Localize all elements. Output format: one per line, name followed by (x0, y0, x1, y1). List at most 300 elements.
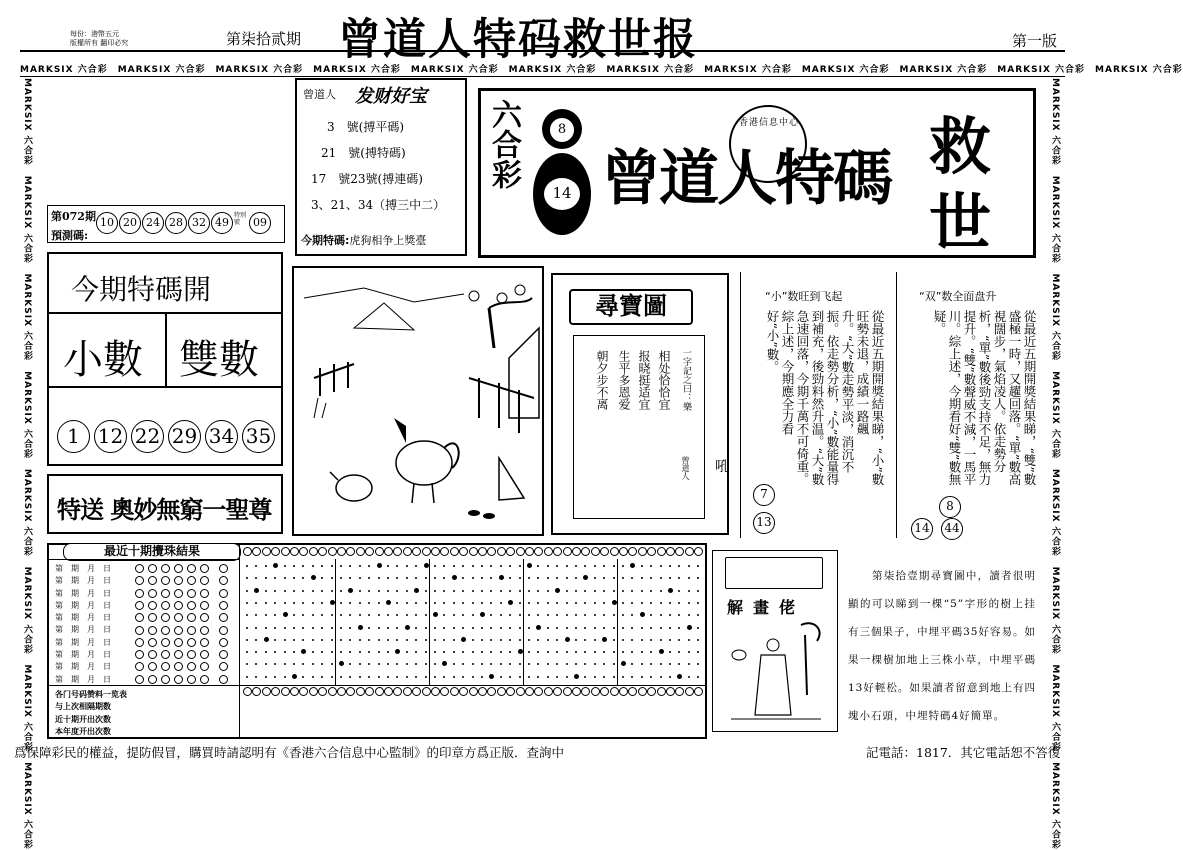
grid-dot (669, 676, 671, 678)
grid-dot (462, 602, 464, 604)
grid-dot (425, 627, 427, 629)
grid-dot (434, 663, 436, 665)
grid-divider (335, 559, 336, 685)
grid-dot (462, 614, 464, 616)
grid-dot (678, 614, 680, 616)
grid-dot (396, 602, 398, 604)
grid-dot (443, 651, 445, 653)
grid-dot (669, 663, 671, 665)
results-row-label: 第 期 月 日 (55, 564, 111, 573)
grid-dot (396, 565, 398, 567)
grid-dot (293, 602, 295, 604)
grid-dot (246, 676, 248, 678)
results-ball-slot (219, 638, 228, 647)
grid-dot (293, 627, 295, 629)
results-ball-slot (148, 675, 157, 684)
grid-dot (509, 614, 511, 616)
grid-dot (293, 577, 295, 579)
grid-dot (500, 590, 502, 592)
grid-dot (274, 676, 276, 678)
grid-column-number (628, 547, 637, 556)
grid-dot (302, 676, 304, 678)
grid-dot (387, 590, 389, 592)
grid-hit-dot (273, 563, 278, 568)
grid-dot (359, 602, 361, 604)
grid-dot (331, 614, 333, 616)
grid-dot (472, 602, 474, 604)
grid-dot (359, 676, 361, 678)
grid-dot (547, 676, 549, 678)
results-number-header (243, 547, 705, 557)
grid-dot (349, 651, 351, 653)
grid-dot (622, 614, 624, 616)
results-row-label: 第 期 月 日 (55, 600, 111, 610)
grid-dot (697, 590, 699, 592)
grid-dot (284, 651, 286, 653)
predict-number: 32 (188, 212, 210, 234)
results-row-label: 第 期 月 日 (55, 625, 111, 635)
grid-dot (547, 651, 549, 653)
grid-dot (255, 614, 257, 616)
grid-dot (650, 627, 652, 629)
grid-dot (378, 651, 380, 653)
grid-dot (603, 651, 605, 653)
article-small-ball: 13 (753, 512, 775, 534)
grid-dot (453, 651, 455, 653)
grid-hit-dot (612, 600, 617, 605)
grid-dot (500, 627, 502, 629)
grid-dot (255, 627, 257, 629)
grid-column-number (563, 687, 572, 696)
grid-column-number (694, 547, 703, 556)
grid-column-number (252, 547, 261, 556)
grid-dot (321, 639, 323, 641)
tips-today: 今期特碼:虎狗相争上獎臺 (301, 234, 427, 247)
banner-ball-2: 14 (543, 177, 581, 211)
grid-dot (688, 614, 690, 616)
grid-dot (688, 651, 690, 653)
grid-dot (509, 663, 511, 665)
grid-dot (331, 676, 333, 678)
grid-dot (349, 663, 351, 665)
grid-dot (340, 602, 342, 604)
grid-hit-dot (555, 588, 560, 593)
grid-dot (255, 577, 257, 579)
tips-author: 曾道人 (303, 88, 336, 101)
grid-dot (443, 577, 445, 579)
grid-dot (603, 602, 605, 604)
results-ball-slot (161, 576, 170, 585)
grid-hit-dot (405, 625, 410, 630)
grid-dot (321, 565, 323, 567)
grid-dot (434, 590, 436, 592)
grid-dot (584, 565, 586, 567)
results-ball-slot (174, 662, 183, 671)
grid-dot (528, 639, 530, 641)
results-ball-slot (148, 662, 157, 671)
grid-dot (340, 651, 342, 653)
grid-dot (650, 602, 652, 604)
grid-hit-dot (377, 563, 382, 568)
poem-head: 一字記之曰：樂 (681, 348, 691, 411)
grid-dot (378, 663, 380, 665)
grid-column-number (516, 547, 525, 556)
grid-dot (396, 577, 398, 579)
grid-dot (622, 577, 624, 579)
grid-dot (321, 577, 323, 579)
grid-dot (331, 590, 333, 592)
grid-hit-dot (640, 612, 645, 617)
grid-dot (678, 577, 680, 579)
results-ball-slot (200, 662, 209, 671)
grid-column-number (384, 547, 393, 556)
grid-dot (622, 651, 624, 653)
results-ball-slot (161, 601, 170, 610)
grid-dot (359, 577, 361, 579)
grid-dot (359, 614, 361, 616)
grid-dot (519, 565, 521, 567)
grid-dot (378, 627, 380, 629)
banner-ball-1: 8 (549, 117, 575, 143)
grid-dot (415, 627, 417, 629)
grid-hit-dot (602, 637, 607, 642)
grid-dot (415, 651, 417, 653)
results-table (47, 543, 707, 739)
grid-column-number (506, 547, 515, 556)
interpretation-text: 第柒拾壹期尋寶圖中，讀者很明顯的可以睇到一棵“5”字形的樹上挂有三個果子，中埋平碼35好容易。如果一棵樹加地上三株小草，中埋平碼13好輕松。如果讀者留意到地上有四塊小石頭，中埋特碼4好簡單。 (848, 570, 1036, 722)
grid-dot (678, 602, 680, 604)
prediction-numbers (96, 212, 271, 234)
grid-dot (378, 590, 380, 592)
results-ball-slot (161, 675, 170, 684)
results-ball-slot (148, 650, 157, 659)
article-double-ball: 44 (941, 518, 963, 540)
grid-dot (490, 602, 492, 604)
grid-dot (274, 651, 276, 653)
grid-hit-dot (508, 600, 513, 605)
grid-dot (622, 602, 624, 604)
grid-dot (293, 663, 295, 665)
results-number-footer (243, 687, 705, 697)
grid-dot (509, 651, 511, 653)
grid-column-number (403, 687, 412, 696)
grid-dot (406, 590, 408, 592)
grid-dot (650, 676, 652, 678)
gourd-icon (533, 109, 591, 237)
grid-dot (302, 590, 304, 592)
grid-dot (246, 651, 248, 653)
grid-column-number (638, 547, 647, 556)
results-ball-slot (135, 564, 144, 573)
grid-column-number (346, 687, 355, 696)
results-ball-slot (200, 576, 209, 585)
grid-dot (641, 602, 643, 604)
grid-dot (472, 590, 474, 592)
grid-dot (509, 590, 511, 592)
scroll: 一字記之曰：樂 相处恰恰宜 报晓挺适宜 生平多恩爱 朝夕步不离 曾道人 (573, 335, 705, 519)
grid-dot (349, 614, 351, 616)
grid-dot (274, 590, 276, 592)
grid-dot (594, 602, 596, 604)
article-double-heading: “双”数全面盘升 (919, 290, 997, 303)
grid-column-number (553, 547, 562, 556)
results-ball-slot (161, 662, 170, 671)
special-numbers: 1 12 22 29 34 35 (57, 420, 275, 453)
brand-strip-left: MARKSIX 六合彩 MARKSIX 六合彩 MARKSIX 六合彩 MARKSIX 六合彩 MARKSIX 六合彩 MARKSIX 六合彩 MARKSIX 六合彩 MARKSIX 六合彩 (22, 78, 32, 850)
grid-dot (509, 639, 511, 641)
grid-column-number (356, 687, 365, 696)
grid-dot (556, 614, 558, 616)
banner-seal: 香港信息中心 (729, 105, 807, 183)
grid-dot (246, 614, 248, 616)
grid-dot (669, 614, 671, 616)
special-left: 小數 (63, 337, 143, 383)
grid-dot (462, 577, 464, 579)
grid-dot (396, 676, 398, 678)
grid-dot (434, 651, 436, 653)
grid-dot (594, 651, 596, 653)
grid-dot (594, 590, 596, 592)
grid-dot (406, 602, 408, 604)
grid-dot (481, 602, 483, 604)
grid-dot (312, 627, 314, 629)
grid-hit-dot (518, 649, 523, 654)
grid-column-number (516, 687, 525, 696)
grid-dot (697, 639, 699, 641)
grid-column-number (318, 547, 327, 556)
grid-dot (302, 614, 304, 616)
grid-dot (631, 577, 633, 579)
grid-dot (547, 590, 549, 592)
grid-hit-dot (668, 588, 673, 593)
grid-dot (284, 627, 286, 629)
grid-column-number (685, 687, 694, 696)
grid-column-number (337, 687, 346, 696)
grid-dot (678, 590, 680, 592)
article-double-ball: 14 (911, 518, 933, 540)
grid-dot (284, 676, 286, 678)
results-footer-label: 本年度开出次数 (55, 725, 111, 736)
grid-dot (547, 577, 549, 579)
grid-dot (631, 676, 633, 678)
grid-dot (387, 663, 389, 665)
grid-dot (255, 602, 257, 604)
grid-dot (697, 627, 699, 629)
grid-dot (246, 663, 248, 665)
grid-column-number (544, 687, 553, 696)
results-ball-slot (174, 650, 183, 659)
grid-dot (368, 565, 370, 567)
grid-dot (415, 676, 417, 678)
results-ball-slot (174, 675, 183, 684)
grid-dot (284, 602, 286, 604)
grid-dot (340, 627, 342, 629)
grid-dot (246, 602, 248, 604)
grid-dot (331, 627, 333, 629)
grid-dot (566, 565, 568, 567)
grid-dot (660, 639, 662, 641)
grid-hit-dot (414, 588, 419, 593)
grid-column-number (534, 547, 543, 556)
grid-dot (509, 565, 511, 567)
header-rule (20, 50, 1065, 52)
grid-hit-dot (311, 575, 316, 580)
grid-dot (678, 627, 680, 629)
grid-dot (537, 651, 539, 653)
grid-dot (547, 565, 549, 567)
prediction-label: 預測碼: (51, 229, 89, 242)
grid-dot (537, 614, 539, 616)
grid-dot (443, 639, 445, 641)
grid-dot (387, 639, 389, 641)
grid-dot (321, 663, 323, 665)
grid-dot (641, 676, 643, 678)
grid-dot (490, 577, 492, 579)
grid-dot (425, 663, 427, 665)
predict-number: 10 (96, 212, 118, 234)
grid-dot (575, 627, 577, 629)
results-ball-slot (135, 638, 144, 647)
grid-dot (312, 676, 314, 678)
results-ball-slot (187, 650, 196, 659)
price-note: 每份：港幣五元 版權所有 翻印必究 (70, 30, 129, 47)
grid-dot (528, 627, 530, 629)
grid-dot (660, 663, 662, 665)
results-ball-slot (135, 626, 144, 635)
grid-dot (697, 663, 699, 665)
treasure-picture (292, 266, 544, 536)
predict-number: 49 (211, 212, 233, 234)
grid-dot (312, 565, 314, 567)
grid-dot (584, 676, 586, 678)
grid-dot (566, 577, 568, 579)
grid-dot (669, 651, 671, 653)
grid-dot (443, 590, 445, 592)
grid-dot (368, 651, 370, 653)
grid-column-number (243, 547, 252, 556)
grid-dot (472, 676, 474, 678)
grid-dot (688, 663, 690, 665)
grid-column-number (666, 547, 675, 556)
grid-column-number (553, 687, 562, 696)
grid-dot (443, 602, 445, 604)
results-ball-slot (200, 613, 209, 622)
grid-column-number (591, 547, 600, 556)
grid-column-number (628, 687, 637, 696)
grid-dot (387, 676, 389, 678)
grid-dot (641, 639, 643, 641)
grid-dot (340, 639, 342, 641)
grid-dot (340, 577, 342, 579)
grid-dot (406, 577, 408, 579)
grid-dot (340, 590, 342, 592)
grid-dot (378, 602, 380, 604)
grid-column-number (675, 547, 684, 556)
interpretation-box (712, 550, 838, 732)
grid-dot (472, 614, 474, 616)
grid-dot (575, 663, 577, 665)
grid-dot (660, 602, 662, 604)
grid-dot (660, 614, 662, 616)
grid-dot (321, 651, 323, 653)
grid-dot (631, 639, 633, 641)
grid-dot (265, 614, 267, 616)
grid-dot (265, 565, 267, 567)
grid-column-number (271, 687, 280, 696)
grid-hit-dot (433, 612, 438, 617)
results-ball-slot (161, 638, 170, 647)
grid-dot (406, 614, 408, 616)
grid-column-number (600, 547, 609, 556)
grid-dot (650, 614, 652, 616)
results-ball-slot (219, 576, 228, 585)
grid-dot (396, 639, 398, 641)
grid-dot (490, 590, 492, 592)
grid-dot (302, 602, 304, 604)
grid-dot (284, 577, 286, 579)
grid-dot (453, 663, 455, 665)
grid-dot (312, 639, 314, 641)
grid-dot (537, 590, 539, 592)
grid-dot (284, 590, 286, 592)
results-ball-slot (161, 589, 170, 598)
grid-column-number (318, 687, 327, 696)
grid-dot (434, 577, 436, 579)
results-ball-slot (174, 626, 183, 635)
grid-dot (556, 676, 558, 678)
results-footer-label: 近十期开出次数 (55, 713, 111, 724)
results-row-labels (55, 563, 139, 686)
grid-dot (425, 676, 427, 678)
grid-column-number (459, 687, 468, 696)
grid-dot (669, 577, 671, 579)
results-ball-slot (148, 576, 157, 585)
predict-number: 24 (142, 212, 164, 234)
grid-dot (688, 676, 690, 678)
grid-hit-dot (358, 625, 363, 630)
grid-dot (312, 651, 314, 653)
article-double-body: 從最近五期開獎結果睇，“雙”數盛極一時，又趯回落。“單”數高視闊步，氣焰凌人。依走勢分析，“單”數後勁支持不足，無力提升。“雙”數聲威不減，一馬平川。綜上述，今期看好“雙”數無疑。 (932, 310, 1037, 486)
grid-dot (688, 590, 690, 592)
grid-dot (547, 627, 549, 629)
grid-dot (425, 651, 427, 653)
grid-dot (293, 639, 295, 641)
results-ball-slot (174, 564, 183, 573)
grid-dot (396, 590, 398, 592)
grid-dot (519, 639, 521, 641)
grid-dot (340, 614, 342, 616)
grid-column-number (375, 687, 384, 696)
results-ball-slot (200, 601, 209, 610)
grid-dot (528, 602, 530, 604)
grid-column-number (346, 547, 355, 556)
grid-dot (631, 602, 633, 604)
grid-column-number (497, 547, 506, 556)
grid-column-number (393, 547, 402, 556)
special-box (47, 252, 283, 466)
results-ball-slot (200, 589, 209, 598)
grid-dot (265, 602, 267, 604)
grid-dot (387, 577, 389, 579)
grid-dot (641, 663, 643, 665)
grid-column-number (431, 547, 440, 556)
grid-dot (434, 602, 436, 604)
grid-column-number (666, 687, 675, 696)
grid-dot (453, 627, 455, 629)
grid-hit-dot (565, 637, 570, 642)
grid-dot (481, 565, 483, 567)
grid-dot (434, 676, 436, 678)
